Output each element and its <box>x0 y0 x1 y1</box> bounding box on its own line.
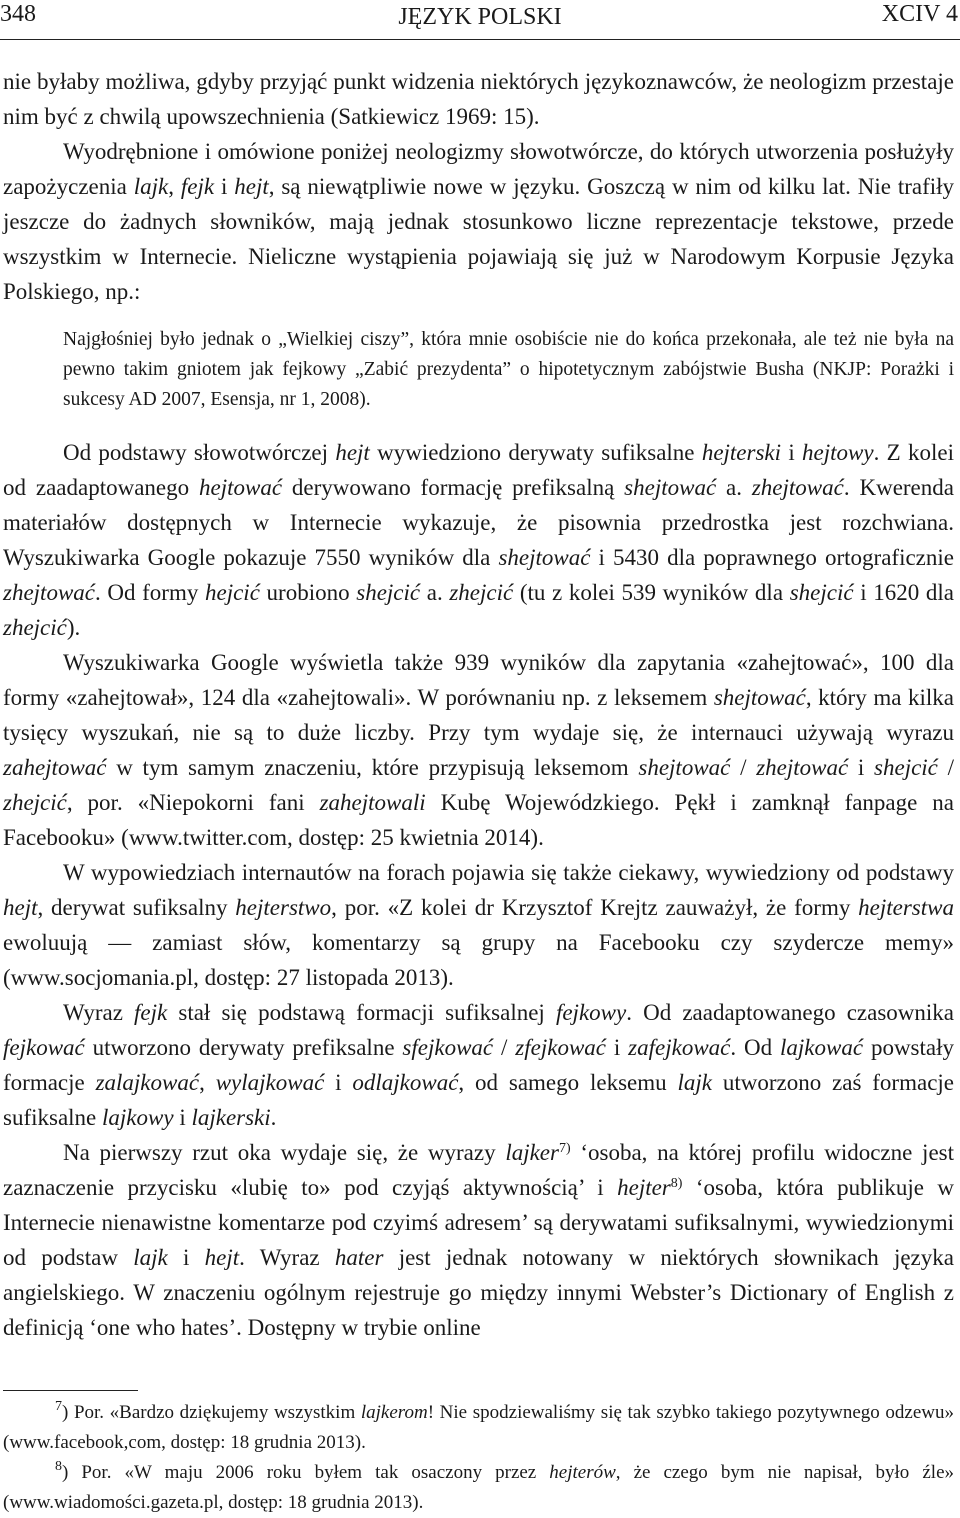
header-rule <box>0 39 960 40</box>
paragraph-1: nie byłaby możliwa, gdyby przyjąć punkt widzenia niektórych językoznawców, że neologizm przestaje nim być z chwilą upowszechnienia (Satkiewicz 1969: 15). <box>3 69 954 129</box>
block-quote: Najgłośniej było jednak o „Wielkiej ciszy”, która mnie osobiście nie do końca przekonała, ale też nie była na pewno takim gniotem jak fejkowy „Zabić prezydenta” o hipotetycznym zabójstwie Busha (NKJP: Porażki i sukcesy AD 2007, Esensja, nr 1, 2008). <box>63 329 954 410</box>
footnote-mark-7: 7 <box>55 1399 62 1414</box>
footnotes <box>3 1398 954 1518</box>
footnote-ref-7[interactable]: 7) <box>558 1141 571 1156</box>
journal-title: JĘZYK POLSKI <box>398 4 562 30</box>
paragraph-4: Wyszukiwarka Google wyświetla także 939 wyników dla zapytania «zahejtować», 100 dla formy «zahejtował», 124 dla «zahejtowali». W porównaniu np. z leksemem shejtować, który ma kilka tysięcy wyszukań, nie są to duże liczby. Przy tym wydaje się, że internauci używają wyrazu zahejtować w tym samym znaczeniu, które przypisują leksemom shejtować / zhejtować i shejcić / zhejcić, por. «Niepokorni fani zahejtowali Kubę Wojewódzkiego. Pękł i zamknął fanpage na Facebooku» (www.twitter.com, dostęp: 25 kwietnia 2014). <box>3 650 955 850</box>
paragraph-7: Na pierwszy rzut oka wydaje się, że wyrazy lajker$^{7)}$ ‘osoba, na której profilu widoczne jest zaznaczenie przycisku «lubię to» pod czyjąś aktywnością’ i hejter$^{8)}$ ‘osoba, która publikuje w Internecie nienawistne komentarze pod czyimś adresem’ są derywatami sufiksalnymi, wywiedzionymi od podstaw lajk i hejt. Wyraz hater jest jednak notowany w niektórych słownikach języka angielskiego. W znaczeniu ogólnym rejestruje go między innymi Webster’s Dictionary of English z definicją ‘one who hates’. Dostępny w trybie online <box>3 1140 954 1340</box>
volume-issue: XCIV 4 <box>881 1 958 27</box>
page-number: 348 <box>0 1 36 27</box>
footnote-mark-8: 8 <box>55 1459 62 1474</box>
running-header <box>0 0 960 36</box>
footnote-ref-8[interactable]: 8) <box>670 1176 683 1191</box>
paragraph-3: Od podstawy słowotwórczej hejt wywiedziono derywaty sufiksalne hejterski i hejtowy. Z kolei od zaadaptowanego hejtować derywowano formację prefiksalną shejtować a. zhejtować. Kwerenda materiałów dostępnych w Internecie wykazuje, że pisownia przedrostka jest rozchwiana. Wyszukiwarka Google pokazuje 7550 wyników dla shejtować i 5430 dla poprawnego ortograficznie zhejtować. Od formy hejcić urobiono shejcić a. zhejcić (tu z kolei 539 wyników dla shejcić i 1620 dla zhejcić). <box>3 440 954 640</box>
footnote-7: $^7$) Por. «Bardzo dziękujemy wszystkim lajkerom! Nie spodziewaliśmy się tak szybko takiego pozytywnego odzewu» (www.facebook,com, dostęp: 18 grudnia 2013). <box>3 1399 954 1453</box>
paragraph-2: Wyodrębnione i omówione poniżej neologizmy słowotwórcze, do których utworzenia posłużyły zapożyczenia lajk, fejk i hejt, są niewątpliwie nowe w języku. Goszczą w nim od kilku lat. Nie trafiły jeszcze do żadnych słowników, mają jednak stosunkowo liczne reprezentacje tekstowe, przede wszystkim w Internecie. Nieliczne wystąpienia pojawiają się już w Narodowym Korpusie Języka Polskiego, np.: <box>3 139 955 304</box>
article-body <box>3 64 954 1345</box>
footnote-8: $^8$) Por. «W maju 2006 roku byłem tak osaczony przez hejterów, że czego bym nie napisał, było źle» (www.wiadomości.gazeta.pl, dostęp: 18 grudnia 2013). <box>3 1459 954 1513</box>
footnote-rule <box>3 1390 138 1391</box>
paragraph-6: Wyraz fejk stał się podstawą formacji sufiksalnej fejkowy. Od zaadaptowanego czasownika fejkować utworzono derywaty prefiksalne sfejkować / zfejkować i zafejkować. Od lajkować powstały formacje zalajkować, wylajkować i odlajkować, od samego leksemu lajk utworzono zaś formacje sufiksalne lajkowy i lajkerski. <box>3 1000 954 1130</box>
paragraph-5: W wypowiedziach internautów na forach pojawia się także ciekawy, wywiedziony od podstawy hejt, derywat sufiksalny hejterstwo, por. «Z kolei dr Krzysztof Krejtz zauważył, że formy hejterstwa ewoluują — zamiast słów, komentarzy są grupy na Facebooku czy szydercze memy» (www.socjomania.pl, dostęp: 27 listopada 2013). <box>3 860 954 990</box>
